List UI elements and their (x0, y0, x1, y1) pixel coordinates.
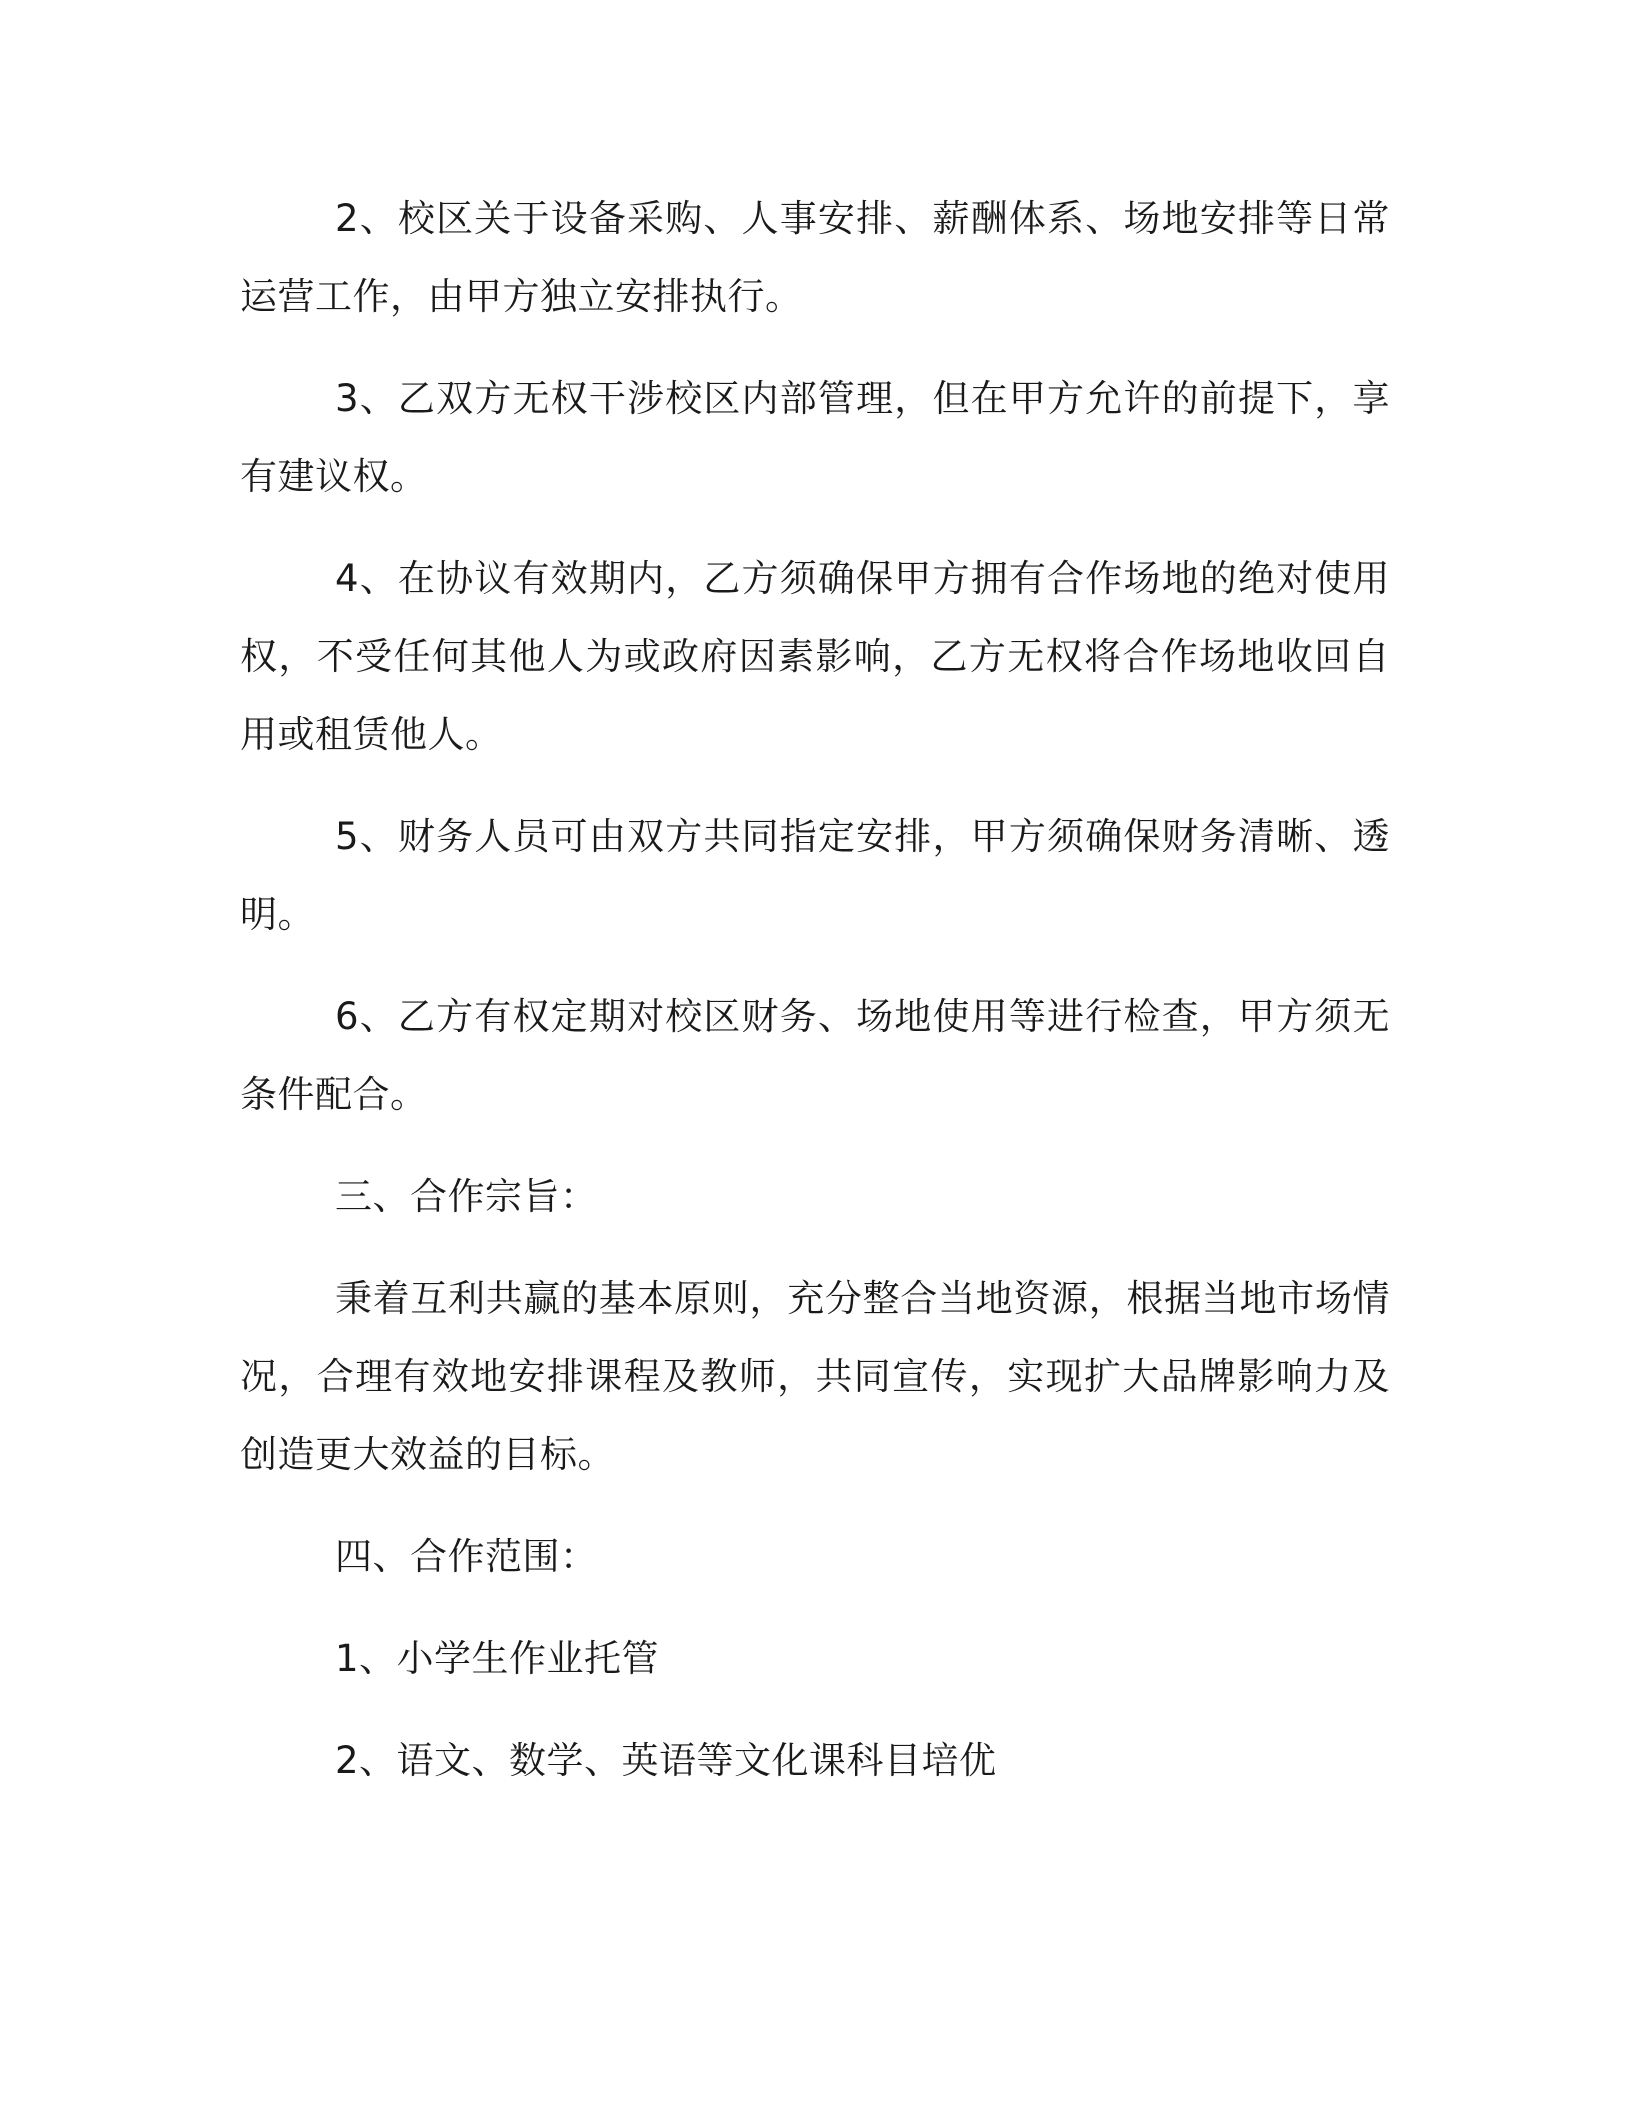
clause-5-finance-staff: 5、财务人员可由双方共同指定安排，甲方须确保财务清晰、透明。 (240, 815, 1390, 936)
section-heading-purpose: 三、合作宗旨： (335, 1175, 598, 1218)
clause-6-inspection: 6、乙方有权定期对校区财务、场地使用等进行检查，甲方须无条件配合。 (240, 995, 1390, 1116)
purpose-paragraph: 秉着互利共赢的基本原则，充分整合当地资源，根据当地市场情况，合理有效地安排课程及教师，共同宣传，实现扩大品牌影响力及创造更大效益的目标。 (240, 1277, 1390, 1476)
document-body (240, 180, 1390, 1800)
clause-2-operations: 2、校区关于设备采购、人事安排、薪酬体系、场地安排等日常运营工作，由甲方独立安排执行。 (240, 197, 1390, 318)
clause-3-management: 3、乙双方无权干涉校区内部管理，但在甲方允许的前提下，享有建议权。 (240, 377, 1390, 498)
clause-4-venue-rights: 4、在协议有效期内，乙方须确保甲方拥有合作场地的绝对使用权，不受任何其他人为或政府因素影响，乙方无权将合作场地收回自用或租赁他人。 (240, 557, 1390, 756)
scope-item-1: 1、小学生作业托管 (335, 1637, 660, 1680)
scope-item-2: 2、语文、数学、英语等文化课科目培优 (335, 1739, 997, 1782)
section-heading-scope: 四、合作范围： (335, 1535, 598, 1578)
